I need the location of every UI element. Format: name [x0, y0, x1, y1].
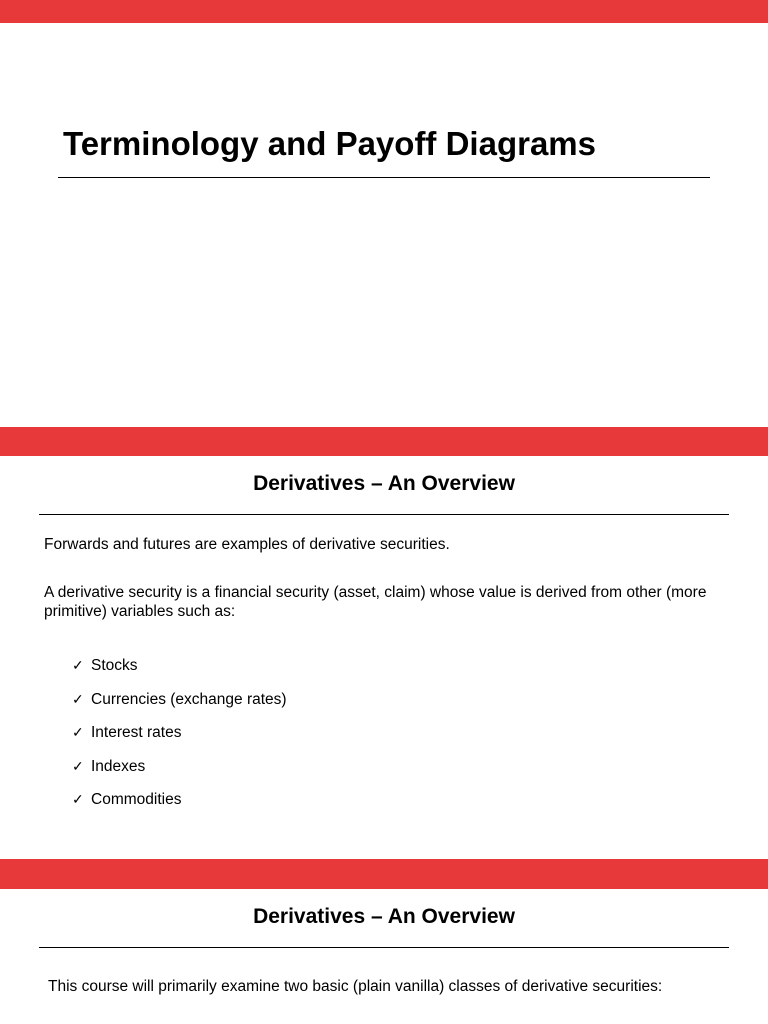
slide-3-title: Derivatives – An Overview [253, 905, 515, 928]
slide-3-accent-bar [0, 859, 768, 889]
slide-2-checklist [72, 656, 287, 824]
checkmark-icon: ✓ [72, 724, 84, 741]
checkmark-icon: ✓ [72, 791, 84, 808]
checkmark-icon: ✓ [72, 657, 84, 673]
slide-2-paragraph-1: Forwards and futures are examples of derivative securities. [44, 536, 450, 553]
slide-2-accent-bar [0, 427, 768, 456]
list-item [72, 656, 287, 690]
checkmark-icon: ✓ [72, 757, 84, 774]
list-item-label: Currencies (exchange rates) [91, 690, 287, 708]
top-accent-bar [0, 0, 768, 23]
slide-1-title: Terminology and Payoff Diagrams [63, 125, 596, 162]
list-item-label: Indexes [91, 757, 146, 775]
checkmark-icon: ✓ [72, 690, 84, 707]
slide-1-title-divider [58, 177, 710, 178]
slide-3-title-divider [39, 947, 729, 948]
list-item-label: Stocks [91, 657, 138, 674]
list-item [72, 690, 287, 724]
list-item [72, 723, 287, 757]
slide-3-paragraph-1: This course will primarily examine two basic (plain vanilla) classes of derivative securities: [48, 978, 663, 995]
slide-2-paragraph-2: A derivative security is a financial security (asset, claim) whose value is derived from other (more primitive) variables such as: [44, 584, 707, 620]
list-item-label: Interest rates [91, 724, 182, 742]
list-item-label: Commodities [91, 791, 182, 809]
list-item [72, 757, 287, 791]
slide-2-title-divider [39, 514, 729, 515]
slide-2-title: Derivatives – An Overview [253, 472, 515, 495]
list-item [72, 790, 287, 824]
